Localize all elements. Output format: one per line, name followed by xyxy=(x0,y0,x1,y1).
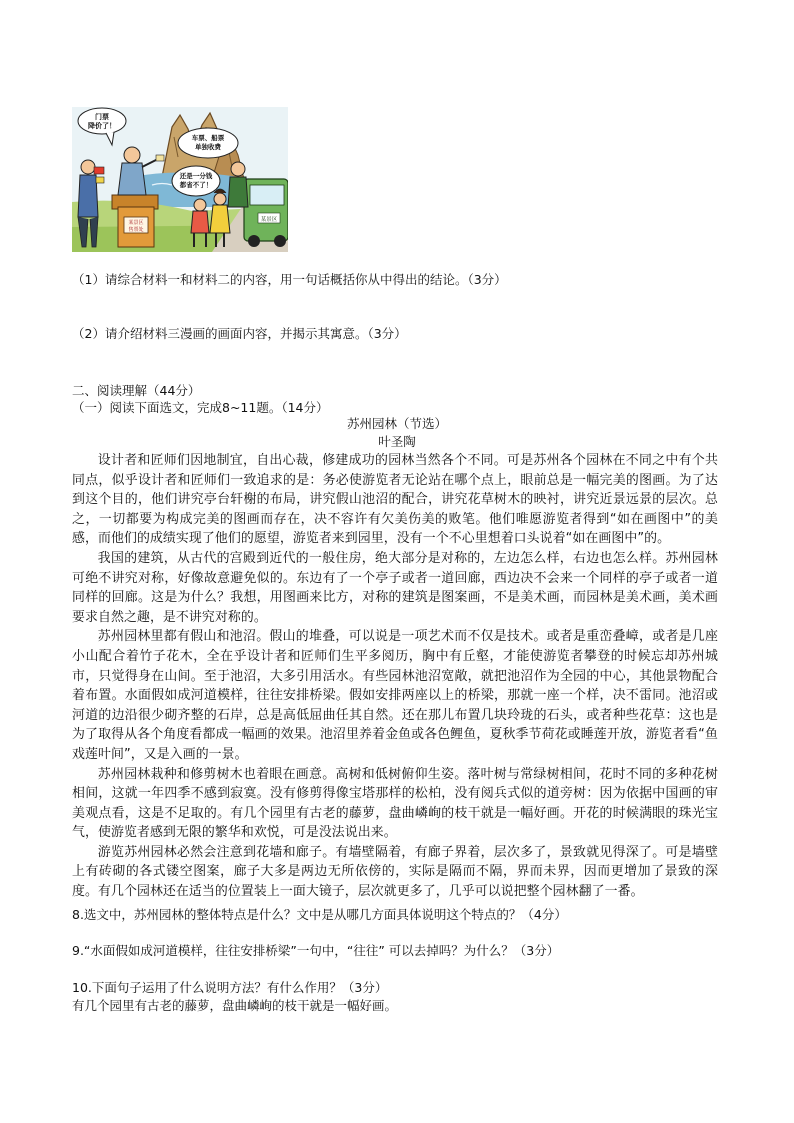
driver-figure xyxy=(228,162,248,207)
speech-bubble-right xyxy=(178,128,238,158)
svg-text:门票: 门票 xyxy=(95,113,109,121)
svg-text:某景区: 某景区 xyxy=(128,220,144,226)
question-2: （2）请介绍材料三漫画的画面内容，并揭示其寓意。（3分） xyxy=(72,326,407,341)
section-heading: 二、阅读理解（44分） xyxy=(72,383,201,398)
question-1: （1）请综合材料一和材料二的内容，用一句话概括你从中得出的结论。（3分） xyxy=(72,272,507,287)
question-9: 9.“水面假如成河道模样，往往安排桥梁”一句中，“往往” 可以去掉吗？为什么？（3分） xyxy=(72,943,560,958)
svg-text:某景区: 某景区 xyxy=(260,217,278,223)
question-10-sentence: 有几个园里有古老的藤萝，盘曲嶙峋的枝干就是一幅好画。 xyxy=(72,998,398,1013)
cartoon-drawing xyxy=(72,107,288,252)
article-paragraph: 苏州园林栽种和修剪树木也着眼在画意。高树和低树俯仰生姿。落叶树与常绿树相间，花时不同的多种花树相间，这就一年四季不感到寂寞。没有修剪得像宝塔那样的松柏，没有阅兵式似的道旁树：因为依据中国画的审美观点看，这是不足取的。有几个园里有古老的藤萝，盘曲嶙峋的枝干就是一幅好画。开花的时候满眼的珠光宝气，使游览者感到无限的繁华和欢悦，可是没法说出来。 xyxy=(72,766,718,841)
svg-text:售票处: 售票处 xyxy=(128,227,144,233)
svg-text:还是一分钱: 还是一分钱 xyxy=(179,172,213,180)
article-paragraph: 游览苏州园林必然会注意到花墙和廊子。有墙壁隔着，有廊子界着，层次多了，景致就见得深了。可是墙壁上有砖砌的各式镂空图案，廊子大多是两边无所依傍的，实际是隔而不隔，界而未界，因而更增加了景致的深度。有几个园林还在适当的位置装上一面大镜子，层次就更多了，几乎可以说把整个园林翻了一番。 xyxy=(72,844,718,900)
question-10: 10.下面句子运用了什么说明方法？有什么作用？（3分） xyxy=(72,980,388,995)
article-author: 叶圣陶 xyxy=(378,434,416,449)
article-paragraph: 苏州园林里都有假山和池沼。假山的堆叠，可以说是一项艺术而不仅是技术。或者是重峦叠嶂，或者是几座小山配合着竹子花木，全在乎设计者和匠师们生平多阅历，胸中有丘壑，才能使游览者攀登的时候忘却苏州城市，只觉得身在山间。至于池沼，大多引用活水。有些园林池沼宽敞，就把池沼作为全园的中心，其他景物配合着布置。水面假如成河道模样，往往安排桥梁。假如安排两座以上的桥梁，那就一座一个样，决不雷同。池沼或河道的边沿很少砌齐整的石岸，总是高低屈曲任其自然。还在那儿布置几块玲珑的石头，或者种些花草：这也是为了取得从各个角度看都成一幅画的效果。池沼里养着金鱼或各色鲤鱼，夏秋季节荷花或睡莲开放，游览者看“鱼戏莲叶间”，又是入画的一景。 xyxy=(72,629,718,762)
svg-text:单独收费: 单独收费 xyxy=(195,143,221,151)
svg-text:车票、船票: 车票、船票 xyxy=(191,134,225,142)
svg-text:都省不了！: 都省不了！ xyxy=(179,181,213,189)
cartoon-illustration xyxy=(72,107,288,252)
svg-text:降价了！: 降价了！ xyxy=(88,122,116,130)
article-paragraph: 我国的建筑，从古代的宫殿到近代的一般住房，绝大部分是对称的，左边怎么样，右边也怎么样。苏州园林可绝不讲究对称，好像故意避免似的。东边有了一个亭子或者一道回廊，西边决不会来一个同样的亭子或者一道同样的回廊。这是为什么？我想，用图画来比方，对称的建筑是图案画，不是美术画，而园林是美术画，美术画要求自然之趣，是不讲究对称的。 xyxy=(72,550,718,625)
section-subheading: （一）阅读下面选文，完成8~11题。（14分） xyxy=(72,400,329,415)
question-8: 8.选文中，苏州园林的整体特点是什么？文中是从哪几方面具体说明这个特点的？（4分） xyxy=(72,907,567,922)
ticket-booth xyxy=(112,195,158,247)
article-paragraph: 设计者和匠师们因地制宜，自出心裁，修建成功的园林当然各个不同。可是苏州各个园林在不同之中有个共同点，似乎设计者和匠师们一致追求的是：务必使游览者无论站在哪个点上，眼前总是一幅完美的图画。为了达到这个目的，他们讲究亭台轩榭的布局，讲究假山池沼的配合，讲究花草树木的映衬，讲究近景远景的层次。总之，一切都要为构成完美的图画而存在，决不容许有欠美伤美的败笔。他们唯愿游览者得到“如在画图中”的美感，而他们的成绩实现了他们的愿望，游览者来到园里，没有一个不心里想着口头说着“如在画图中”的。 xyxy=(72,453,718,547)
article-body xyxy=(72,451,718,902)
article-title: 苏州园林（节选） xyxy=(346,416,447,431)
speech-bubble-child xyxy=(172,166,220,196)
bus-figure xyxy=(244,179,288,247)
